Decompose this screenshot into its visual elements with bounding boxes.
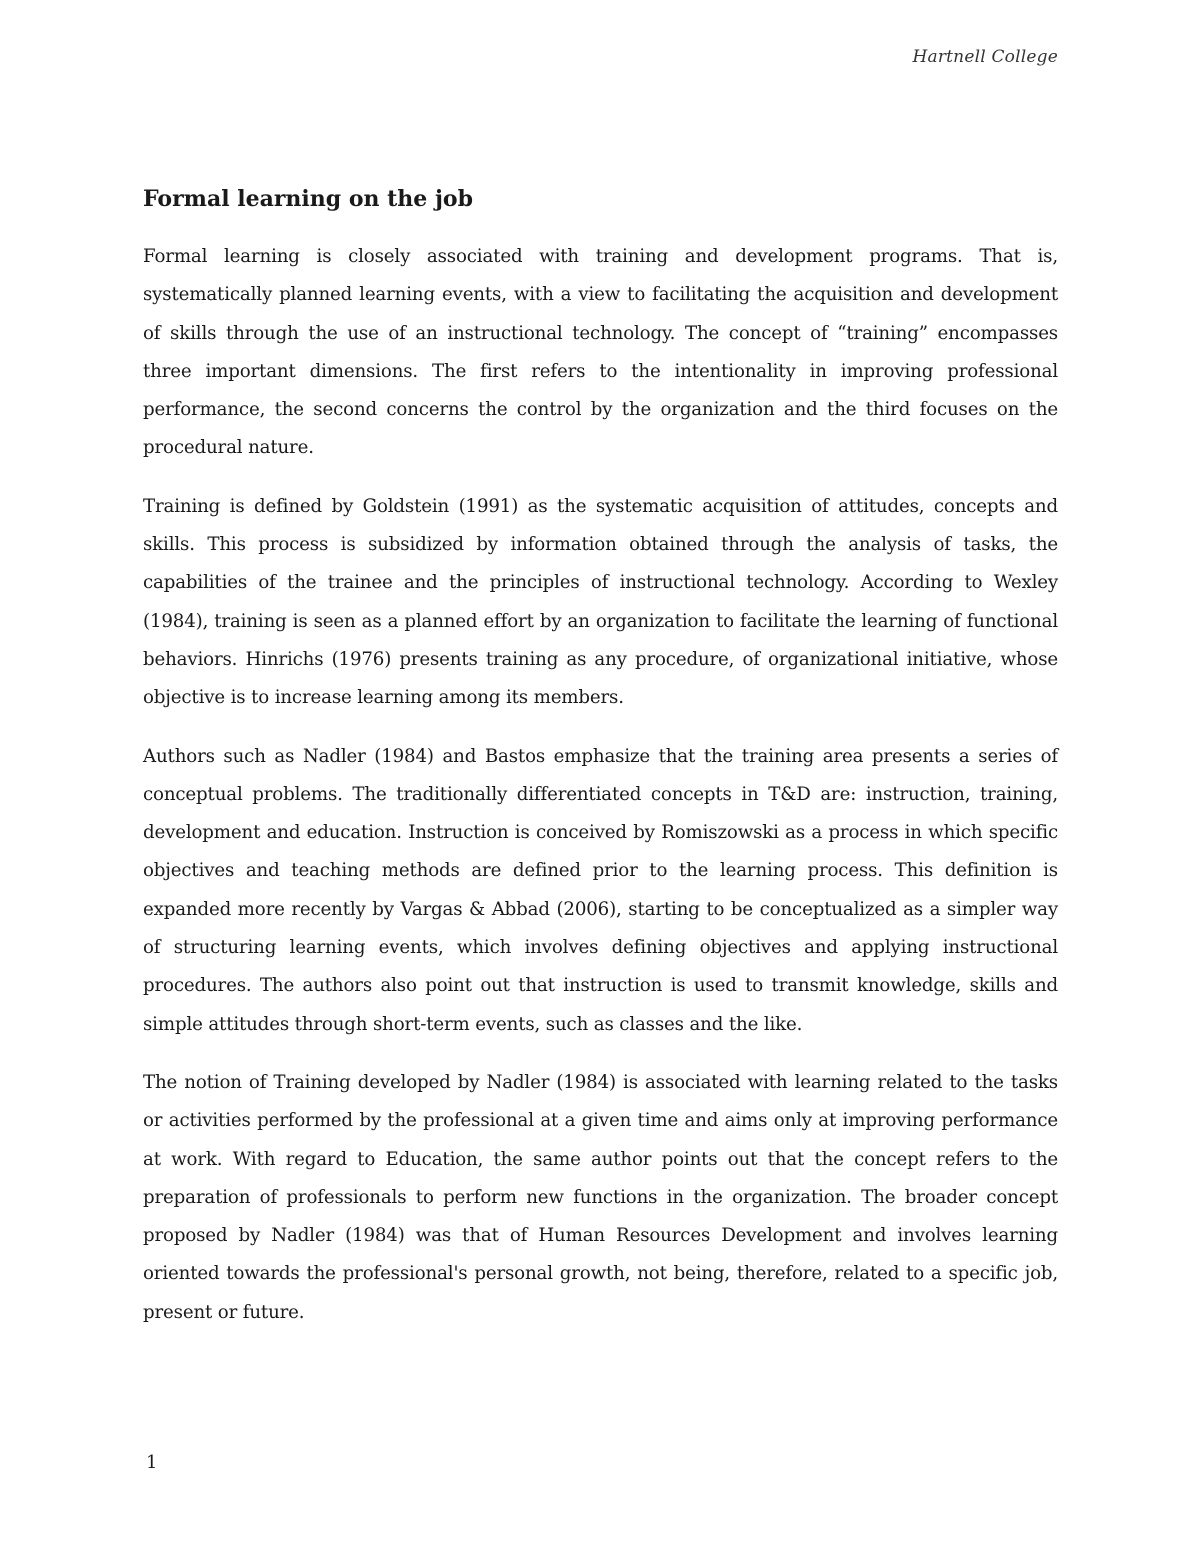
paragraph-notion-of-training: The notion of Training developed by Nadler (1984) is associated with learning related to the tasks or activities performed by the professional at a given time and aims only at improving performance at work. With regard to Education, the same author points out that the concept refers to the preparation of professionals to perform new functions in the organization. The broader concept proposed by Nadler (1984) was that of Human Resources Development and involves learning oriented towards the professional's personal growth, not being, therefore, related to a specific job, present or future. (143, 1071, 1058, 1323)
paragraph-training-definition: Training is defined by Goldstein (1991) as the systematic acquisition of attitudes, concepts and skills. This process is subsidized by information obtained through the analysis of tasks, the capabilities of the trainee and the principles of instructional technology. According to Wexley (1984), training is seen as a planned effort by an organization to facilitate the learning of functional behaviors. Hinrichs (1976) presents training as any procedure, of organizational initiative, whose objective is to increase learning among its members. (143, 495, 1058, 709)
paragraph-formal-learning: Formal learning is closely associated with training and development programs. That is, systematically planned learning events, with a view to facilitating the acquisition and development of skills through the use of an instructional technology. The concept of “training” encompasses three important dimensions. The first refers to the intentionality in improving professional performance, the second concerns the control by the organization and the third focuses on the procedural nature. (143, 246, 1058, 459)
section-title: Formal learning on the job (143, 186, 473, 212)
paragraph-conceptual-problems: Authors such as Nadler (1984) and Bastos emphasize that the training area presents a series of conceptual problems. The traditionally differentiated concepts in T&D are: instruction, training, development and education. Instruction is conceived by Romiszowski as a process in which specific objectives and teaching methods are defined prior to the learning process. This definition is expanded more recently by Vargas & Abbad (2006), starting to be conceptualized as a simpler way of structuring learning events, which involves defining objectives and applying instructional procedures. The authors also point out that instruction is used to transmit knowledge, skills and simple attitudes through short-term events, such as classes and the like. (143, 745, 1058, 1035)
page-number: 1 (146, 1452, 158, 1473)
page-content (143, 184, 1058, 1352)
running-header: Hartnell College (912, 47, 1058, 67)
